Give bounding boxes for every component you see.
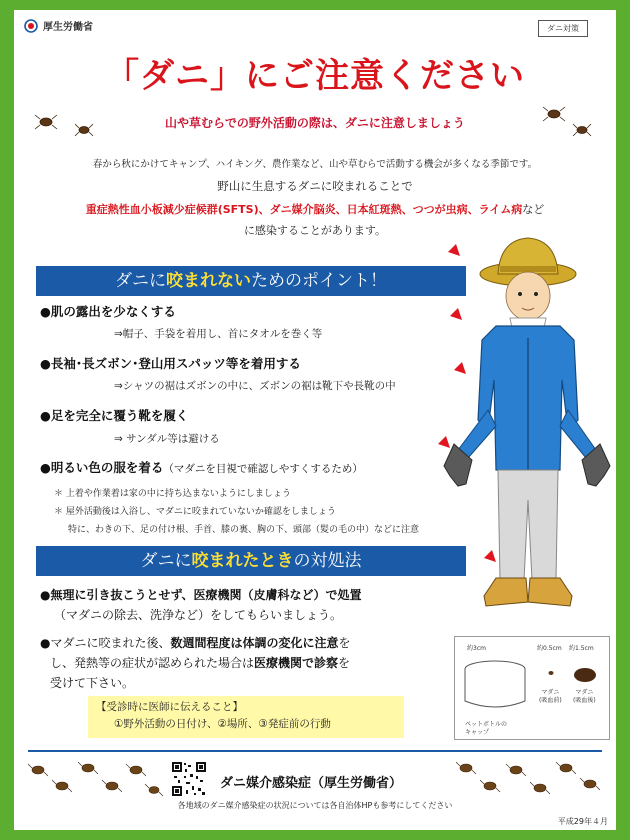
ministry-logo <box>24 18 93 33</box>
tick-icon <box>126 764 146 776</box>
bitten-p2-e: 医療機関で診察 <box>254 656 339 670</box>
bitten-title-post: の対処法 <box>293 551 362 571</box>
tick-icon <box>556 762 576 774</box>
bitten-banner <box>36 546 466 576</box>
footer-title: ダニ媒介感染症（厚生労働省） <box>220 776 403 791</box>
prevention-banner <box>36 266 466 296</box>
bitten-title-em: 咬まれたとき <box>191 551 294 571</box>
tick-icon <box>580 778 600 790</box>
bitten-point-1-line-1: ●無理に引き抜こうとせず、医療機関（皮膚科など）で処置 <box>40 588 362 602</box>
bitten-title-pre: ダニに <box>140 551 192 571</box>
intro-line-2: 野山に生息するダニに咬まれることで <box>217 179 413 193</box>
ministry-emblem-icon <box>24 19 38 33</box>
tick-small-label: マダニ (吸血前) <box>539 689 562 704</box>
prevention-title-pre: ダニに <box>115 271 166 291</box>
cap-size: 約3cm <box>467 645 486 652</box>
prevention-note-3: 特に、わきの下、足の付け根、手首、膝の裏、胸の下、頭部（髪の毛の中）などに注意 <box>68 525 420 535</box>
tick-icon <box>102 780 122 792</box>
tick-large-icon <box>574 668 596 682</box>
tick-icon <box>506 764 526 776</box>
bitten-p2-a: ●マダニに咬まれた後、 <box>40 636 171 650</box>
footer-note: 各地域のダニ媒介感染症の状況については各自治体HPも参考にしてください <box>177 801 453 810</box>
tick-small-icon <box>549 671 554 675</box>
prevention-sub-2: ⇒シャツの裾はズボンの中に、ズボンの裾は靴下や長靴の中 <box>114 380 396 392</box>
bitten-p2-c: を <box>338 636 351 650</box>
bitten-p2-f: を <box>338 656 351 670</box>
tick-icon <box>530 782 550 794</box>
disease-list <box>14 201 616 217</box>
issue-date: 平成29年４月 <box>557 817 608 826</box>
prevention-point-4-text: ●明るい色の服を着る <box>40 460 164 475</box>
bottle-cap-icon <box>465 661 525 707</box>
bitten-point-2-line-1 <box>40 634 351 651</box>
page-title: 「ダニ」にご注意ください <box>105 56 525 96</box>
bitten-point-2-line-3: 受けて下さい。 <box>50 676 135 690</box>
intro-line-1: 春から秋にかけてキャンプ、ハイキング、農作業など、山や草むらで活動する機会が多くなる季節です。 <box>92 159 538 170</box>
consult-box <box>88 696 404 738</box>
tick-icon <box>480 780 500 792</box>
bitten-point-1-line-2: （マダニの除去、洗浄など）をしてもらいましょう。 <box>54 608 343 622</box>
prevention-point-2: ●長袖･長ズボン･登山用スパッツ等を着用する <box>40 356 301 371</box>
tick-large-label: マダニ (吸血後) <box>573 689 596 704</box>
tick-icon <box>145 784 163 796</box>
prevention-note-1: ＊ 上着や作業着は家の中に持ち込まないようにしましょう <box>54 489 291 499</box>
bitten-point-2-line-2 <box>50 654 350 671</box>
person-illustration <box>418 230 614 626</box>
tick-icon <box>28 764 48 776</box>
ministry-name: 厚生労働省 <box>43 22 93 33</box>
size-illustration <box>455 651 611 721</box>
prevention-point-4 <box>40 458 363 476</box>
prevention-point-1: ●肌の露出を少なくする <box>40 304 176 319</box>
bitten-p2-b: 数週間程度は体調の変化に注意 <box>170 636 339 650</box>
prevention-point-4-note: （マダニを目視で確認しやすくするため） <box>163 463 363 475</box>
prevention-title-post: ためのポイント！ <box>251 271 387 291</box>
qr-code-icon[interactable] <box>170 760 208 798</box>
tick-icon <box>456 762 476 774</box>
prevention-point-3: ●足を完全に覆う靴を履く <box>40 408 189 423</box>
tick-small-size: 約0.5cm <box>537 645 562 652</box>
page-subtitle: 山や草むらでの野外活動の際は、ダニに注意しましょう <box>165 116 465 130</box>
footer-divider <box>28 750 602 752</box>
tick-large-size: 約1.5cm <box>569 645 594 652</box>
tick-icon <box>52 780 72 792</box>
prevention-note-2: ＊ 屋外活動後は入浴し、マダニに咬まれていないか確認をしましょう <box>54 507 336 517</box>
bitten-p2-d: し、発熱等の症状が認められた場合は <box>50 656 255 670</box>
prevention-title-em: 咬まれない <box>166 271 251 291</box>
tick-icon <box>78 762 98 774</box>
size-comparison <box>454 636 610 740</box>
prevention-sub-3: ⇒ サンダル等は避ける <box>114 433 220 445</box>
consult-body: ①野外活動の日付け、②場所、③発症前の行動 <box>114 718 331 730</box>
intro-line-3: に感染することがあります。 <box>243 224 387 237</box>
disease-names: 重症熱性血小板減少症候群(SFTS)、ダニ媒介脳炎、日本紅斑熱、つつが虫病、ライム病 <box>85 203 523 216</box>
disease-suffix: など <box>522 203 545 216</box>
consult-title: 【受診時に医師に伝えること】 <box>96 701 243 713</box>
poster <box>14 10 616 830</box>
prevention-sub-1: ⇒帽子、手袋を着用し、首にタオルを巻く等 <box>114 328 323 340</box>
topic-tag: ダニ対策 <box>538 20 588 37</box>
cap-label: ペットボトルの キャップ <box>465 721 508 736</box>
